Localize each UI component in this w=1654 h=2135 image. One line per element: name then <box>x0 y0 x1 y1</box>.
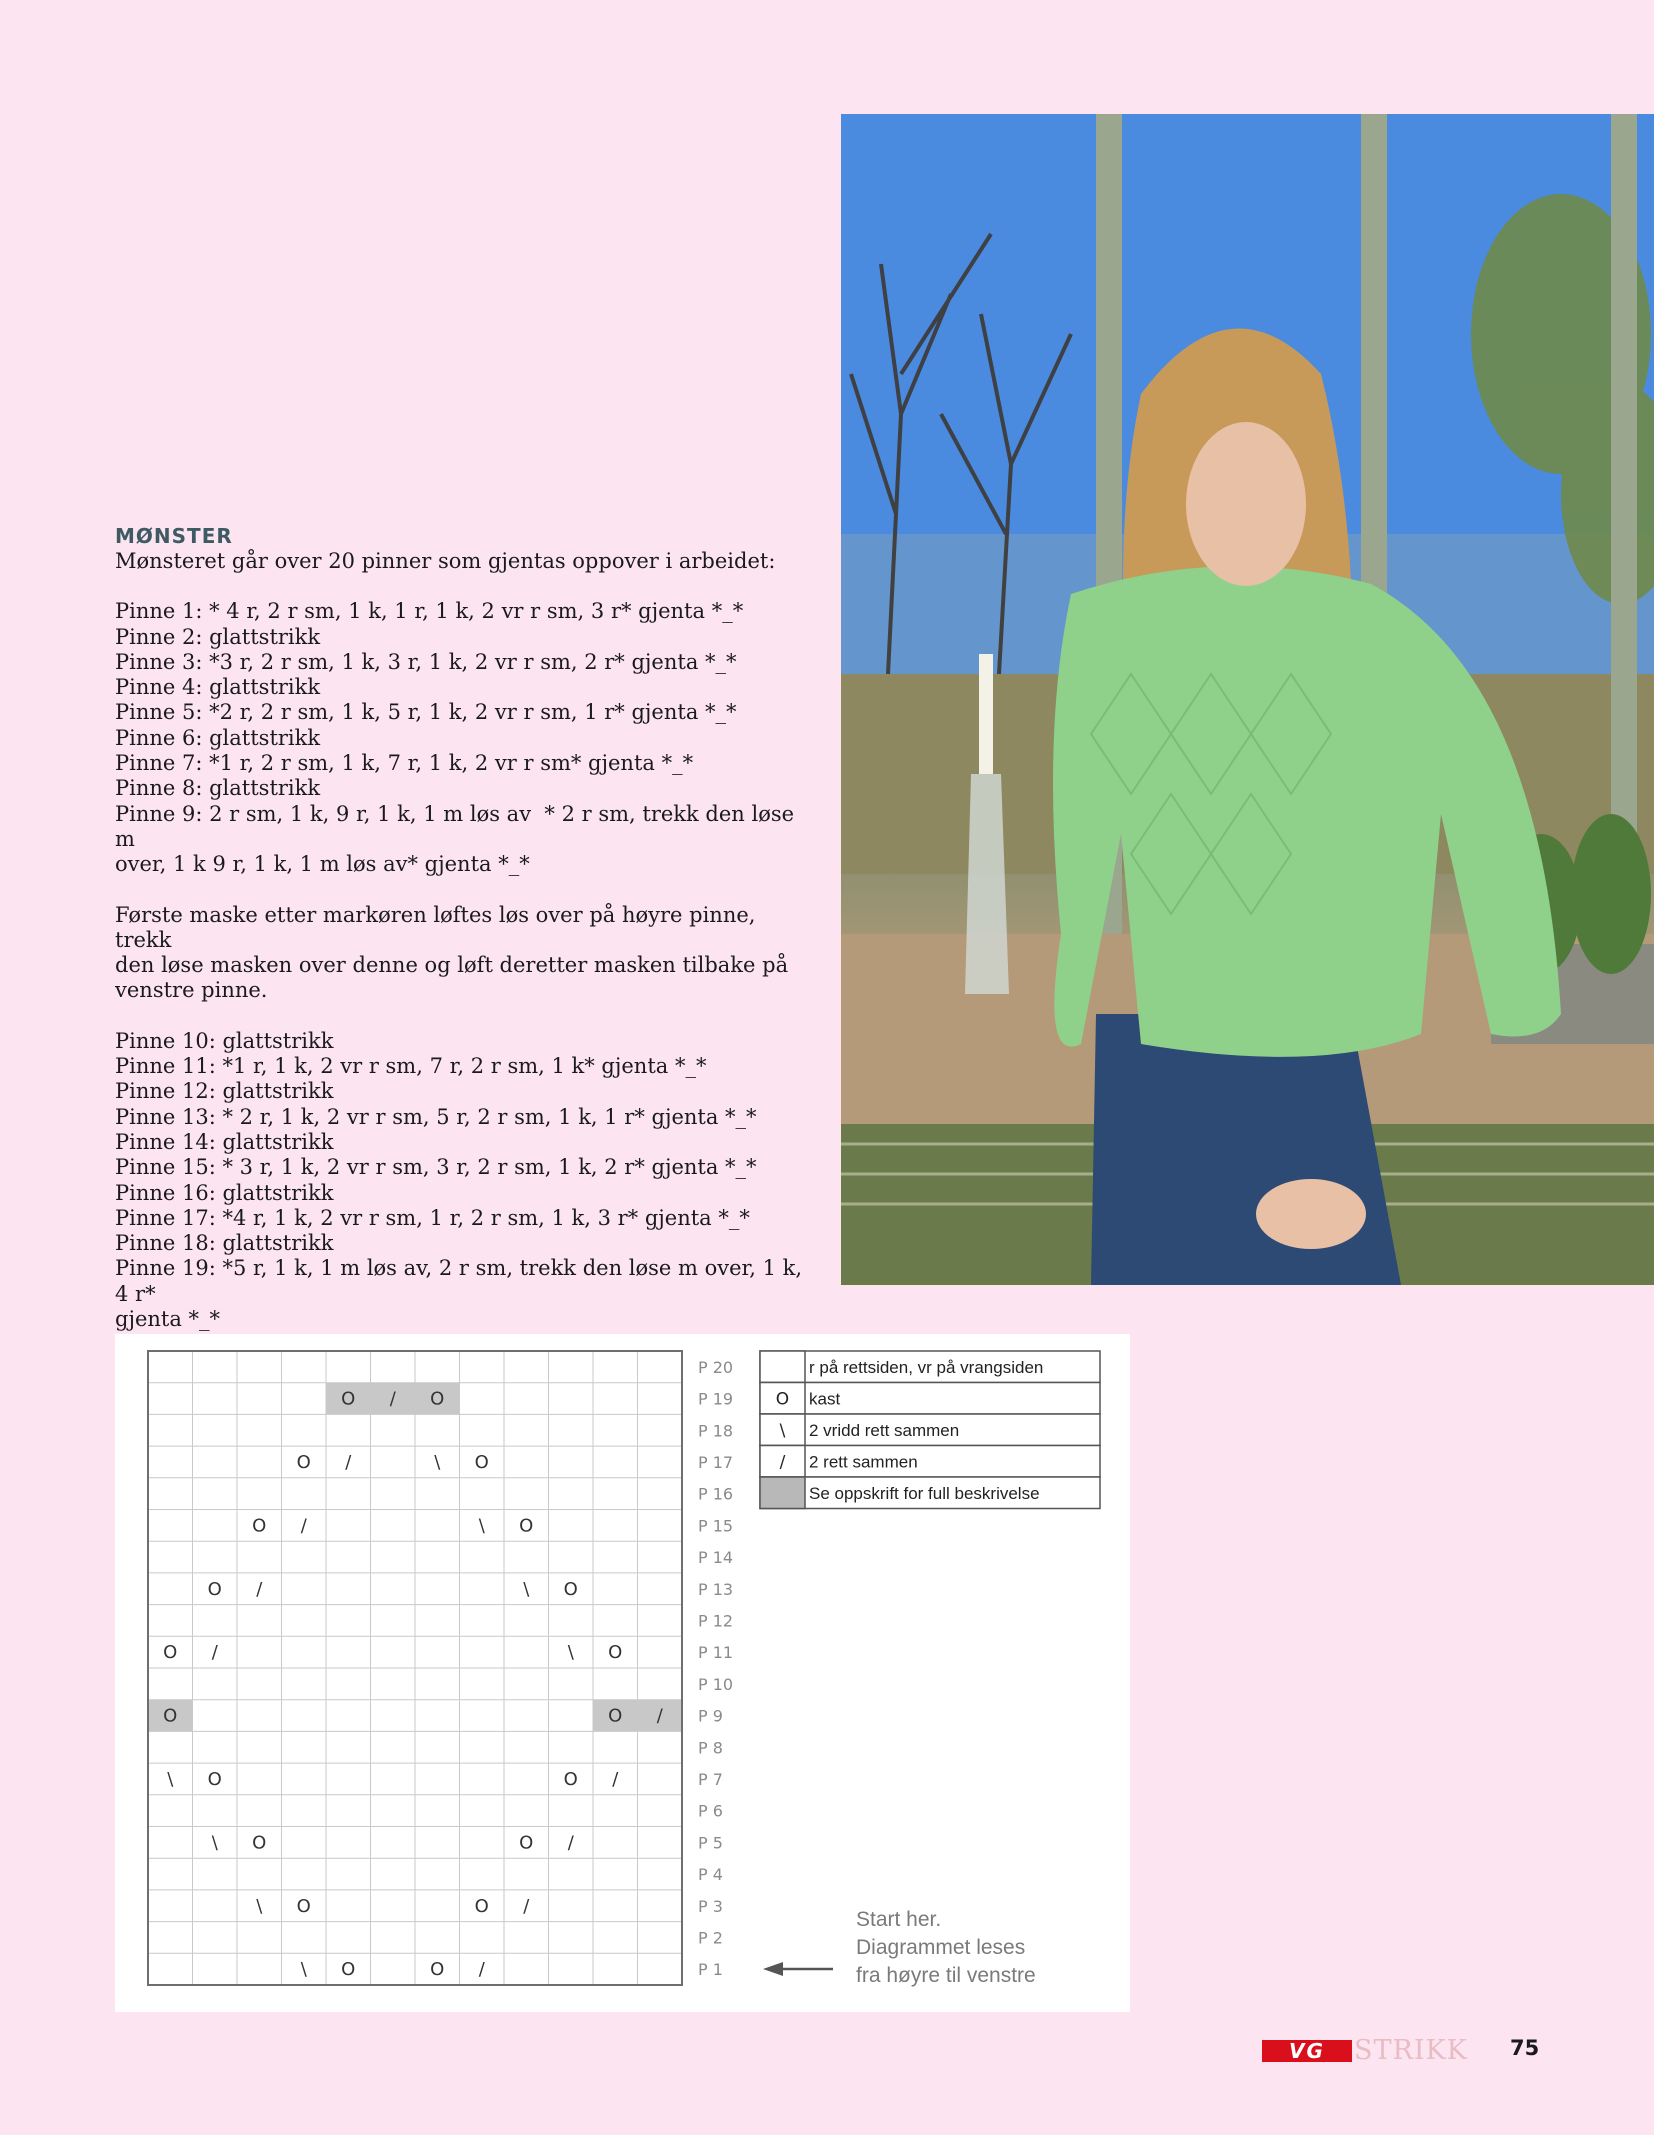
chart-symbol: / <box>523 1895 530 1917</box>
chart-symbol: O <box>207 1578 222 1600</box>
knitting-chart <box>115 1334 1130 2012</box>
chart-symbol: / <box>567 1832 574 1854</box>
row-label: P 4 <box>698 1865 723 1885</box>
chart-symbol: O <box>608 1705 623 1727</box>
pattern-row: Pinne 12: glattstrikk <box>115 1079 334 1104</box>
chart-symbol: O <box>252 1515 267 1537</box>
pattern-row: gjenta *_* <box>115 1307 221 1332</box>
legend-text: r på rettsiden, vr på vrangsiden <box>809 1357 1044 1377</box>
chart-symbol: O <box>296 1451 311 1473</box>
logo-vg: VG <box>1262 2040 1352 2062</box>
row-label: P 19 <box>698 1389 734 1409</box>
start-note-line: Diagrammet leses <box>856 1936 1026 1959</box>
chart-symbol: \ <box>523 1578 530 1600</box>
pattern-row: Pinne 1: * 4 r, 2 r sm, 1 k, 1 r, 1 k, 2 vr r sm, 3 r* gjenta *_* <box>115 599 744 624</box>
chart-symbol: / <box>656 1705 663 1727</box>
chart-symbol: O <box>474 1451 489 1473</box>
logo-strikk: STRIKK <box>1354 2035 1468 2066</box>
chart-symbol: O <box>563 1578 578 1600</box>
pattern-row: Pinne 18: glattstrikk <box>115 1231 334 1256</box>
row-label: P 12 <box>698 1611 734 1631</box>
row-label: P 10 <box>698 1674 734 1694</box>
chart-symbol: O <box>341 1388 356 1410</box>
vg-strikk-logo <box>1262 2036 1470 2066</box>
chart-symbol: / <box>256 1578 263 1600</box>
row-label: P 20 <box>698 1357 734 1377</box>
note-line: den løse masken over denne og løft deretter masken tilbake på <box>115 953 789 978</box>
chart-symbol: \ <box>256 1895 263 1917</box>
chart-symbol: / <box>612 1768 619 1790</box>
pattern-intro: Mønsteret går over 20 pinner som gjentas oppover i arbeidet: <box>115 549 776 573</box>
legend-symbol-box <box>760 1351 805 1383</box>
chart-symbol: O <box>474 1895 489 1917</box>
legend-symbol-box <box>760 1477 805 1509</box>
row-label: P 7 <box>698 1769 723 1789</box>
chart-symbol: O <box>430 1388 445 1410</box>
chart-symbol: O <box>163 1705 178 1727</box>
legend-symbol: \ <box>779 1420 786 1441</box>
chart-symbol: \ <box>300 1959 307 1981</box>
chart-symbol: / <box>211 1642 218 1664</box>
chart-symbol: \ <box>167 1768 174 1790</box>
pattern-row: Pinne 9: 2 r sm, 1 k, 9 r, 1 k, 1 m løs av * 2 r sm, trekk den løse m <box>115 801 801 851</box>
chart-symbol: O <box>252 1832 267 1854</box>
model-photo <box>841 114 1654 1285</box>
row-label: P 1 <box>698 1960 723 1980</box>
section-title: MØNSTER <box>115 524 233 548</box>
pattern-row: Pinne 10: glattstrikk <box>115 1028 334 1053</box>
chart-symbol: O <box>430 1959 445 1981</box>
pattern-row: Pinne 17: *4 r, 1 k, 2 vr r sm, 1 r, 2 r sm, 1 k, 3 r* gjenta *_* <box>115 1205 750 1230</box>
start-note-line: Start her. <box>856 1908 942 1931</box>
row-label: P 11 <box>698 1643 734 1663</box>
legend-text: 2 vridd rett sammen <box>809 1420 960 1440</box>
chart-symbol: O <box>341 1959 356 1981</box>
row-label: P 9 <box>698 1706 723 1726</box>
row-label: P 8 <box>698 1738 723 1758</box>
knitting-chart-panel <box>115 1334 1130 2012</box>
pattern-row: Pinne 2: glattstrikk <box>115 624 321 649</box>
chart-symbol: O <box>519 1832 534 1854</box>
chart-symbol: O <box>563 1768 578 1790</box>
row-label: P 15 <box>698 1516 734 1536</box>
pattern-row: Pinne 13: * 2 r, 1 k, 2 vr r sm, 5 r, 2 r sm, 1 k, 1 r* gjenta *_* <box>115 1104 757 1129</box>
pattern-row: Pinne 14: glattstrikk <box>115 1129 334 1154</box>
legend-text: 2 rett sammen <box>809 1452 918 1472</box>
chart-symbol: \ <box>434 1451 441 1473</box>
chart-symbol: O <box>296 1895 311 1917</box>
chart-symbol: \ <box>567 1642 574 1664</box>
pattern-row: Pinne 8: glattstrikk <box>115 776 321 801</box>
pattern-row: Pinne 3: *3 r, 2 r sm, 1 k, 3 r, 1 k, 2 vr r sm, 2 r* gjenta *_* <box>115 649 737 674</box>
pattern-row: Pinne 4: glattstrikk <box>115 675 321 700</box>
pattern-row: Pinne 15: * 3 r, 1 k, 2 vr r sm, 3 r, 2 r sm, 1 k, 2 r* gjenta *_* <box>115 1155 757 1180</box>
pattern-row: Pinne 5: *2 r, 2 r sm, 1 k, 5 r, 1 k, 2 vr r sm, 1 r* gjenta *_* <box>115 700 737 725</box>
note-line: venstre pinne. <box>115 978 268 1003</box>
chart-symbol: \ <box>478 1515 485 1537</box>
page-number: 75 <box>1510 2036 1540 2060</box>
row-label: P 6 <box>698 1801 723 1821</box>
chart-symbol: / <box>389 1388 396 1410</box>
row-label: P 17 <box>698 1452 734 1472</box>
pattern-row: Pinne 7: *1 r, 2 r sm, 1 k, 7 r, 1 k, 2 vr r sm* gjenta *_* <box>115 751 694 776</box>
pattern-text <box>115 524 815 1358</box>
row-label: P 5 <box>698 1833 723 1853</box>
chart-symbol: \ <box>211 1832 218 1854</box>
row-label: P 2 <box>698 1928 723 1948</box>
row-label: P 16 <box>698 1484 734 1504</box>
pattern-row: Pinne 11: *1 r, 1 k, 2 vr r sm, 7 r, 2 r sm, 1 k* gjenta *_* <box>115 1054 707 1079</box>
row-label: P 13 <box>698 1579 734 1599</box>
legend-text: kast <box>809 1389 841 1409</box>
start-arrow-head <box>763 1962 783 1976</box>
row-label: P 18 <box>698 1421 734 1441</box>
photo-illustration <box>841 114 1654 1285</box>
legend-symbol: O <box>775 1389 790 1410</box>
chart-symbol: O <box>207 1768 222 1790</box>
chart-symbol: / <box>300 1515 307 1537</box>
row-label: P 3 <box>698 1896 723 1916</box>
start-note-line: fra høyre til venstre <box>856 1964 1036 1987</box>
chart-symbol: / <box>345 1451 352 1473</box>
chart-symbol: / <box>478 1959 485 1981</box>
legend-symbol: / <box>779 1452 786 1473</box>
chart-symbol: O <box>163 1642 178 1664</box>
chart-symbol: O <box>608 1642 623 1664</box>
note-line: Første maske etter markøren løftes løs over på høyre pinne, trekk <box>115 902 763 952</box>
chart-symbol: O <box>519 1515 534 1537</box>
pattern-row: Pinne 16: glattstrikk <box>115 1180 334 1205</box>
legend-text: Se oppskrift for full beskrivelse <box>809 1483 1040 1503</box>
row-label: P 14 <box>698 1548 734 1568</box>
pattern-row: Pinne 19: *5 r, 1 k, 1 m løs av, 2 r sm, trekk den løse m over, 1 k, 4 r* <box>115 1256 809 1306</box>
pattern-row: Pinne 6: glattstrikk <box>115 725 321 750</box>
pattern-row: over, 1 k 9 r, 1 k, 1 m løs av* gjenta *_* <box>115 852 530 877</box>
